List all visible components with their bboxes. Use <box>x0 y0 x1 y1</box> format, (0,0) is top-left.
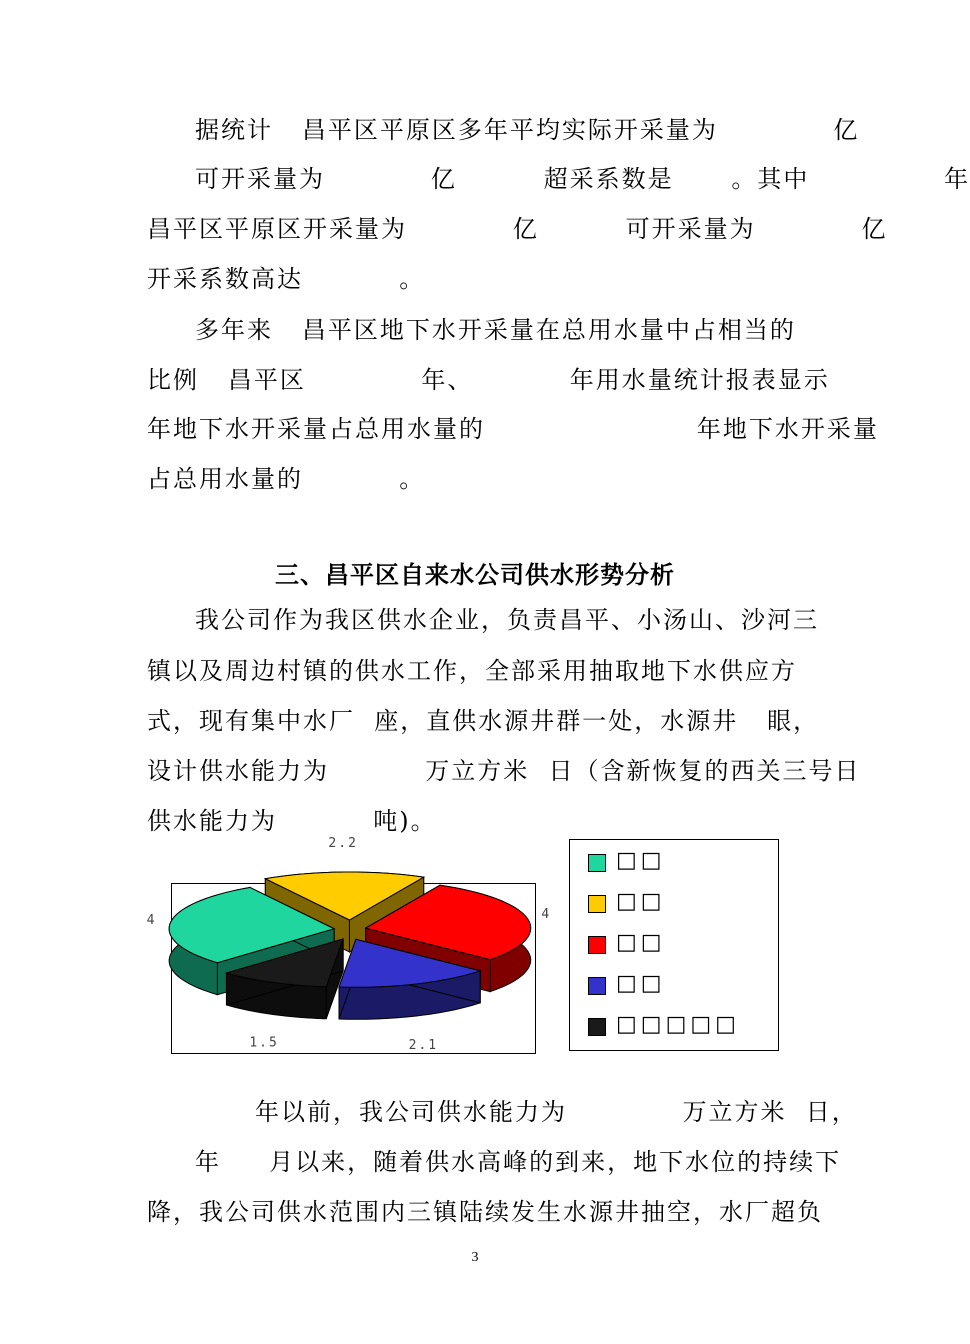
text-line: 可开采量为 亿 超采系数是 。其中 年 <box>195 165 970 193</box>
text-line: 式，现有集中水厂 座，直供水源井群一处，水源井 眼， <box>147 707 820 735</box>
text-line: 昌平区平原区开采量为 亿 可开采量为 亿 <box>147 215 888 243</box>
text-line: 降，我公司供水范围内三镇陆续发生水源井抽空，水厂超负 <box>147 1198 823 1226</box>
legend-label: □□ <box>616 848 666 873</box>
text-line: 据统计 昌平区平原区多年平均实际开采量为 亿 <box>195 116 860 144</box>
text-line: 年 月以来，随着供水高峰的到来，地下水位的持续下 <box>195 1148 842 1176</box>
legend-swatch <box>588 977 606 995</box>
text-line: 比例 昌平区 年、 年用水量统计报表显示 <box>147 366 830 394</box>
pie-data-label: 1.5 <box>249 1035 279 1051</box>
text-line: 镇以及周边村镇的供水工作，全部采用抽取地下水供应方 <box>147 657 797 685</box>
text-line: 占总用水量的 。 <box>147 465 426 493</box>
text-line: 开采系数高达 。 <box>147 265 426 293</box>
text-line: 年以前，我公司供水能力为 万立方米 日， <box>255 1098 858 1126</box>
chart-legend <box>569 839 779 1051</box>
legend-swatch <box>588 854 606 872</box>
pie-data-label: 2.1 <box>408 1037 439 1053</box>
text-line: 设计供水能力为 万立方米 日（含新恢复的西关三号日 <box>147 757 861 785</box>
legend-swatch <box>588 895 606 913</box>
text-line: 供水能力为 吨)。 <box>147 807 437 835</box>
legend-label: □□□□□ <box>616 1012 740 1037</box>
pie-chart <box>130 836 560 1060</box>
text-line: 多年来 昌平区地下水开采量在总用水量中占相当的 <box>195 316 796 344</box>
legend-swatch <box>588 936 606 954</box>
text-line: 我公司作为我区供水企业，负责昌平、小汤山、沙河三 <box>195 606 819 634</box>
pie-data-label: 2.2 <box>328 836 358 852</box>
legend-label: □□ <box>616 971 666 996</box>
text-line: 年地下水开采量占总用水量的 年地下水开采量 <box>147 415 879 443</box>
page-number: 3 <box>471 1250 479 1265</box>
legend-label: □□ <box>616 889 666 914</box>
legend-swatch <box>588 1018 606 1036</box>
pie-data-label: 4 <box>146 913 157 929</box>
pie-data-label: 4 <box>541 907 552 923</box>
section-heading: 三、昌平区自来水公司供水形势分析 <box>275 560 675 589</box>
legend-label: □□ <box>616 930 666 955</box>
